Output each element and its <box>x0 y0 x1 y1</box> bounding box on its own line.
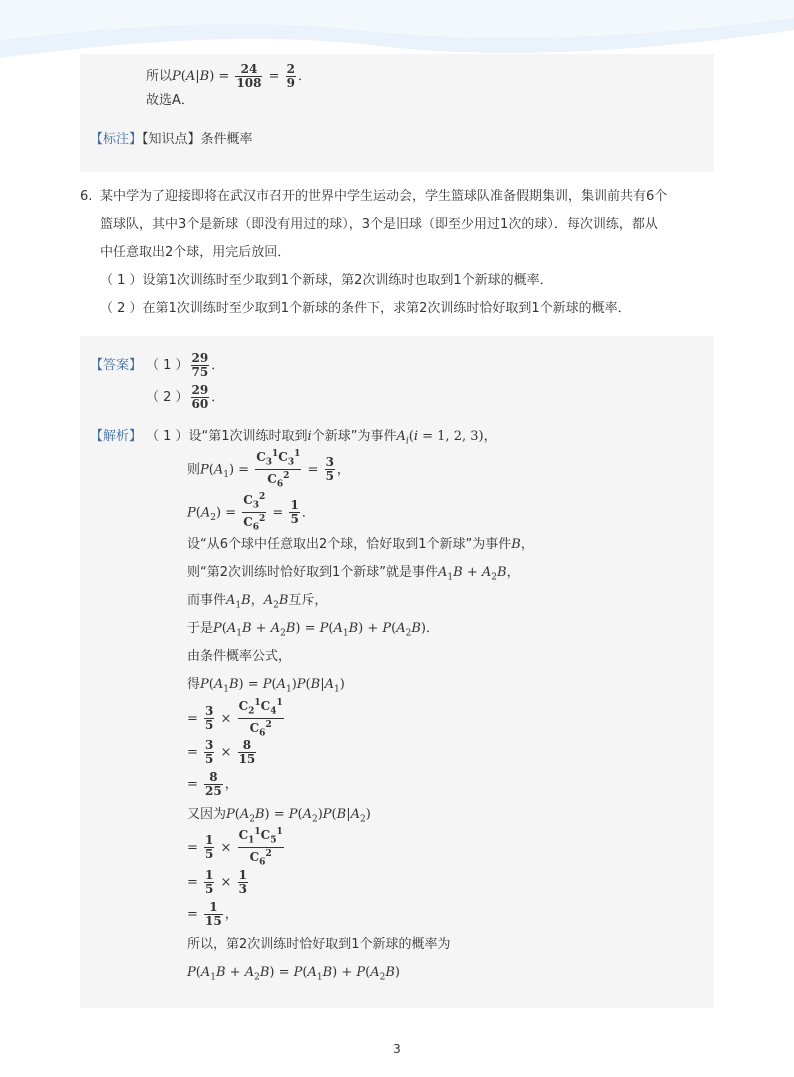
prev-conclusion-line: 所以P(A|B) = $\frac{24}{108}$ = $\frac{2}{9}$ ． <box>146 62 312 90</box>
fraction-24-108: $\frac{24}{108}$ <box>236 62 262 90</box>
fraction-2-9: $\frac{2}{9}$ <box>286 62 296 90</box>
fraction-8-25: $\frac{8}{25}$ <box>205 770 222 798</box>
analysis-line-8: 由条件概率公式， <box>187 649 292 664</box>
math-P-A-given-B: P <box>172 69 181 84</box>
analysis-tag: 【解析】 <box>90 429 143 444</box>
analysis-line-13: 又因为$P(A_2B) = P(A_2)P(B|A_2)$ <box>187 807 371 825</box>
analysis-line-6: 而事件$A_1B$，$A_2B$互斥， <box>187 593 328 611</box>
analysis-line-7: 于是$P(A_1B + A_2B) = P(A_1B) + P(A_2B)$． <box>187 621 439 639</box>
question-line-3: 中任意取出2个球，用完后放回． <box>100 245 291 260</box>
fraction-8-15: $\frac{8}{15}$ <box>238 738 256 766</box>
note-tag: 【标注】 <box>90 132 143 147</box>
fraction-C11C51-C62: $\frac{C_1^1C_5^1}{C_6^2}$ <box>238 827 283 868</box>
analysis-line-2: 则$P(A_1)$ = $\frac{C_3^1C_3^1}{C_6^2}$ = $\frac{3}{5}$ ， <box>187 449 350 490</box>
answer-line-1: （ 1 ） $\frac{29}{75}$ ． <box>146 351 225 379</box>
question-number: 6. <box>80 189 93 204</box>
fraction-1-5: $\frac{1}{5}$ <box>290 498 299 527</box>
analysis-line-10: = $\frac{3}{5}$ × $\frac{C_2^1C_4^1}{C_6^2}$ <box>187 698 283 739</box>
analysis-line-11: = $\frac{3}{5}$ × $\frac{8}{15}$ <box>187 738 256 766</box>
fraction-C21C41-C62: $\frac{C_2^1C_4^1}{C_6^2}$ <box>238 698 283 739</box>
analysis-line-14: = $\frac{1}{5}$ × $\frac{C_1^1C_5^1}{C_6^2}$ <box>187 827 283 868</box>
analysis-line-18: $P(A_1B + A_2B) = P(A_1B) + P(A_2B)$ <box>187 965 400 983</box>
answer-line-2: （ 2 ） $\frac{29}{60}$ ． <box>146 383 225 411</box>
question-line-2: 篮球队，其中3个是新球（即没有用过的球），3个是旧球（即至少用过1次的球）．每次训练，都从 <box>100 217 658 232</box>
analysis-line-15: = $\frac{1}{5}$ × $\frac{1}{3}$ <box>187 868 247 896</box>
analysis-line-16: = $\frac{1}{15}$ ， <box>187 900 238 928</box>
analysis-line-9: 得$P(A_1B) = P(A_1)P(B|A_1)$ <box>187 677 345 695</box>
fraction-29-60: $\frac{29}{60}$ <box>191 383 209 411</box>
fraction-C31C31-C62: $\frac{C_3^1C_3^1}{C_6^2}$ <box>256 449 301 490</box>
analysis-line-4: 设“从6个球中任意取出2个球，恰好取到1个新球”为事件B， <box>187 537 534 552</box>
question-part-2: （ 2 ）在第1次训练时至少取到1个新球的条件下，求第2次训练时恰好取到1个新球的概率． <box>100 301 631 316</box>
fraction-C32-C62: $\frac{C_3^2}{C_6^2}$ <box>243 492 266 533</box>
note-body: 【知识点】条件概率 <box>142 132 253 147</box>
fraction-1-15: $\frac{1}{15}$ <box>205 900 222 928</box>
fraction-29-75: $\frac{29}{75}$ <box>191 351 209 379</box>
page-number: 3 <box>393 1042 401 1056</box>
analysis-line-17: 所以，第2次训练时恰好取到1个新球的概率为 <box>187 937 451 952</box>
fraction-3-5: $\frac{3}{5}$ <box>325 455 334 484</box>
question-line-1: 某中学为了迎接即将在武汉市召开的世界中学生运动会，学生篮球队准备假期集训，集训前共有6个 <box>100 189 668 204</box>
prev-prefix: 所以 <box>146 69 173 84</box>
analysis-line-12: = $\frac{8}{25}$ ， <box>187 770 238 798</box>
analysis-line-5: 则“第2次训练时恰好取到1个新球”就是事件$A_1B + A_2B$， <box>187 565 520 583</box>
prev-choice: 故选A． <box>146 93 194 108</box>
prev-note <box>90 131 253 149</box>
question-part-1: （ 1 ）设第1次训练时至少取到1个新球，第2次训练时也取到1个新球的概率． <box>100 273 553 288</box>
answer-tag: 【答案】 <box>90 358 143 373</box>
fraction-1-3: $\frac{1}{3}$ <box>238 868 247 896</box>
analysis-line-1: （ 1 ）设“第1次训练时取到i个新球”为事件$A_i(i = 1$, 2, 3)， <box>146 429 497 447</box>
analysis-line-3: $P(A_2)$ = $\frac{C_3^2}{C_6^2}$ = $\frac{1}{5}$ ． <box>187 492 315 533</box>
